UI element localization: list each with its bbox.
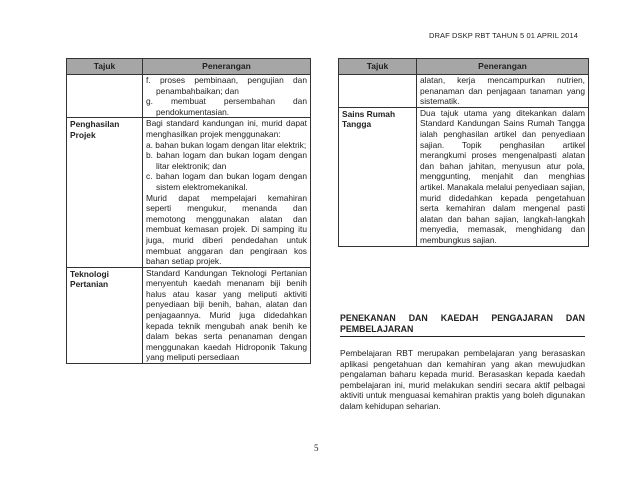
list-item: f. proses pembinaan, pengujian dan penambahbaikan; dan xyxy=(146,75,307,96)
table-row xyxy=(339,107,589,246)
table-header-row xyxy=(67,59,311,75)
left-content-table xyxy=(66,58,311,364)
column-header-tajuk: Tajuk xyxy=(339,59,417,75)
paragraph: Dua tajuk utama yang ditekankan dalam Standard Kandungan Sains Rumah Tangga ialah penghasilan artikel dan penyediaan sajian. Topik penghasilan artikel merangkumi proses mengenalpasti alatan dan bahan jahitan, menyusun atur pola, menggunting, menjahit dan menghias artikel. Manakala melalui penyediaan sajian, murid didedahkan kepada pengetahuan serta kemahiran dalam mengenal pasti alatan dan bahan sajian, langkah-langkah menyedia, memasak, menghidang dan membungkus sajian. xyxy=(420,107,585,245)
page-number: 5 xyxy=(314,443,319,453)
row-description xyxy=(417,107,589,246)
list-item: c. bahan logam dan bukan logam dengan sistem elektromekanikal. xyxy=(146,171,307,192)
table-row xyxy=(67,267,311,363)
paragraph: Bagi standard kandungan ini, murid dapat menghasilkan projek menggunakan: xyxy=(146,118,307,139)
table-row xyxy=(339,75,589,108)
table-row xyxy=(67,118,311,267)
row-title: Sains Rumah Tangga xyxy=(339,107,417,246)
document-header: DRAF DSKP RBT TAHUN 5 01 APRIL 2014 xyxy=(429,31,578,40)
row-description xyxy=(143,118,311,267)
paragraph: Murid dapat mempelajari kemahiran seperti mengukur, menanda dan memotong menggunakan alatan dan membuat kemasan projek. Di samping itu juga, murid diberi pendedahan untuk membuat anggaran dan pengiraan kos bahan setiap projek. xyxy=(146,192,307,267)
row-title xyxy=(339,75,417,108)
list-item: a. bahan bukan logam dengan litar elektrik; xyxy=(146,139,307,150)
row-description xyxy=(417,75,589,108)
row-description xyxy=(143,267,311,363)
row-title xyxy=(67,75,143,118)
paragraph: alatan, kerja mencampurkan nutrien, penanaman dan penjagaan tanaman yang sistematik. xyxy=(420,75,585,107)
right-content-table xyxy=(338,58,589,247)
section-title: PENEKANAN DAN KAEDAH PENGAJARAN DAN PEMBELAJARAN xyxy=(340,313,585,337)
column-header-penerangan: Penerangan xyxy=(417,59,589,75)
section-body: Pembelajaran RBT merupakan pembelajaran yang berasaskan aplikasi pengetahuan dan kemahiran yang akan mewujudkan pengalaman baharu kepada murid. Berasaskan kepada kaedah pembelajaran ini, murid melakukan sendiri secara aktif pelbagai aktiviti untuk menguasai kemahiran praktis yang boleh digunakan dalam kehidupan seharian. xyxy=(340,348,585,411)
row-title: Teknologi Pertanian xyxy=(67,267,143,363)
list-item: g. membuat persembahan dan pendokumentasian. xyxy=(146,96,307,117)
column-header-penerangan: Penerangan xyxy=(143,59,311,75)
table-header-row xyxy=(339,59,589,75)
table-row xyxy=(67,75,311,118)
list-item: b. bahan logam dan bukan logam dengan litar elektronik; dan xyxy=(146,150,307,171)
row-description xyxy=(143,75,311,118)
row-title: Penghasilan Projek xyxy=(67,118,143,267)
paragraph: Standard Kandungan Teknologi Pertanian menyentuh kaedah menanam biji benih halus atau kasar yang meliputi aktiviti penyediaan biji benih, bahan, alatan dan penjagaannya. Murid juga didedahkan kepada teknik mengubah anak benih ke dalam bekas serta penanaman dengan menggunakan kaedah Hidroponik Takung yang meliputi persediaan xyxy=(146,267,307,363)
column-header-tajuk: Tajuk xyxy=(67,59,143,75)
